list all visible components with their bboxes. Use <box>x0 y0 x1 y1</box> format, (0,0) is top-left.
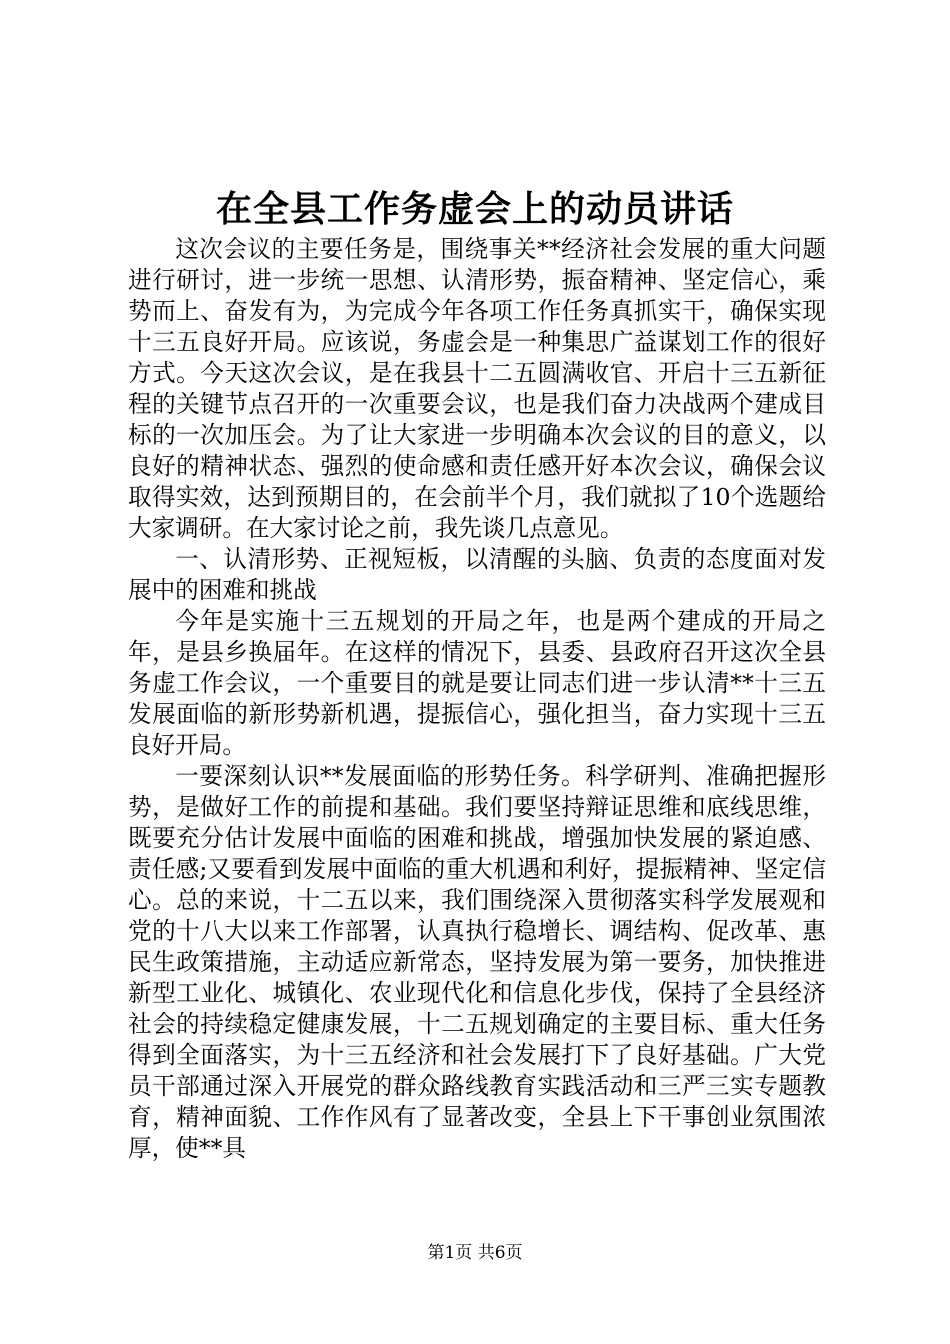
page-title: 在全县工作务虚会上的动员讲话 <box>215 188 734 230</box>
paragraph-intro: 这次会议的主要任务是，围绕事关**经济社会发展的重大问题进行研讨，进一步统一思想、认清形势，振奋精神、坚定信心，乘势而上、奋发有为，为完成今年各项工作任务真抓实干，确保实现十三五良好开局。应该说，务虚会是一种集思广益谋划工作的很好方式。今天这次会议，是在我县十二五圆满收官、开启十三五新征程的关键节点召开的一次重要会议，也是我们奋力决战两个建成目标的一次加压会。为了让大家进一步明确本次会议的目的意义，以良好的精神状态、强烈的使命感和责任感开好本次会议，确保会议取得实效，达到预期目的，在会前半个月，我们就拟了10个选题给大家调研。在大家讨论之前，我先谈几点意见。 <box>128 235 826 542</box>
document-body <box>128 234 826 1164</box>
paragraph-task-one: 一要深刻认识**发展面临的形势任务。科学研判、准确把握形势，是做好工作的前提和基础。我们要坚持辩证思维和底线思维，既要充分估计发展中面临的困难和挑战，增强加快发展的紧迫感、责任感;又要看到发展中面临的重大机遇和利好，提振精神、坚定信心。总的来说，十二五以来，我们围绕深入贯彻落实科学发展观和党的十八大以来工作部署，认真执行稳增长、调结构、促改革、惠民生政策措施，主动适应新常态，坚持发展为第一要务，加快推进新型工业化、城镇化、农业现代化和信息化步伐，保持了全县经济社会的持续稳定健康发展，十二五规划确定的主要目标、重大任务得到全面落实，为十三五经济和社会发展打下了良好基础。广大党员干部通过深入开展党的群众路线教育实践活动和三严三实专题教育，精神面貌、工作作风有了显著改变，全县上下干事创业氛围浓厚，使**具 <box>128 762 826 1162</box>
paragraph-situation: 今年是实施十三五规划的开局之年，也是两个建成的开局之年，是县乡换届年。在这样的情况下，县委、县政府召开这次全县务虚工作会议，一个重要目的就是要让同志们进一步认清**十三五发展面临的新形势新机遇，提振信心，强化担当，奋力实现十三五良好开局。 <box>128 607 826 759</box>
section-heading-1: 一、认清形势、正视短板，以清醒的头脑、负责的态度面对发展中的困难和挑战 <box>128 545 826 604</box>
page-number: 第1页 共6页 <box>427 1243 523 1263</box>
